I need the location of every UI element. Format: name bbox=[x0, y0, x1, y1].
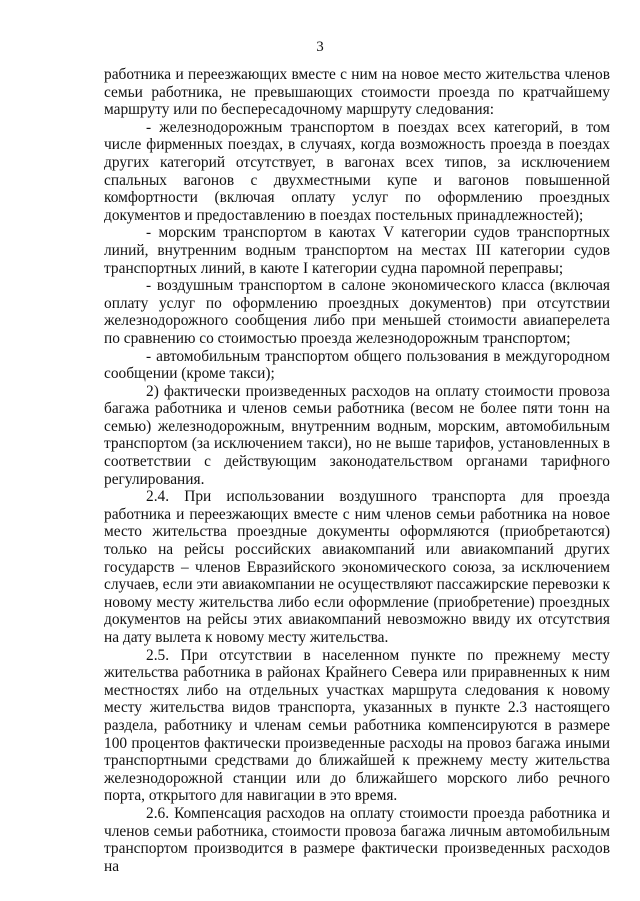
document-body bbox=[104, 66, 610, 875]
paragraph-baggage: 2) фактически произведенных расходов на оплату стоимости провоза багажа работника и членов семьи работника (весом не более пяти тонн на семью) железнодорожным, внутренним водным, морским, автомобильным транспортом (за исключением такси), но не выше тарифов, установленных в соответствии с действующим законодательством органами тарифного регулирования. bbox=[104, 382, 610, 488]
paragraph-2-6: 2.6. Компенсация расходов на оплату стоимости проезда работника и членов семьи работника, стоимости провоза багажа личным автомобильным транспортом производится в размере фактически произведенных расходов на bbox=[104, 804, 610, 875]
paragraph-air-transport: - воздушным транспортом в салоне экономического класса (включая оплату услуг по оформлению проездных документов) при отсутствии железнодорожного сообщения либо при меньшей стоимости авиаперелета по сравнению со стоимостью проезда железнодорожным транспортом; bbox=[104, 277, 610, 347]
paragraph-rail-transport: - железнодорожным транспортом в поездах всех категорий, в том числе фирменных поездах, в случаях, когда возможность проезда в поездах других категорий отсутствует, в вагонах всех типов, за исключением спальных вагонов с двухместными купе и вагонов повышенной комфортности (включая оплату услуг по оформлению проездных документов и предоставлению в поездах постельных принадлежностей); bbox=[104, 118, 610, 224]
paragraph-sea-transport: - морским транспортом в каютах V категории судов транспортных линий, внутренним водным транспортом на местах III категории судов транспортных линий, в каюте I категории судна паромной переправы; bbox=[104, 224, 610, 277]
paragraph-2-5: 2.5. При отсутствии в населенном пункте по прежнему месту жительства работника в районах Крайнего Севера или приравненных к ним местностях либо на отдельных участках маршрута следования к новому месту жительства видов транспорта, указанных в пункте 2.3 настоящего раздела, работнику и членам семьи работника компенсируются в размере 100 процентов фактически произведенные расходы на провоз багажа иными транспортными средствами до ближайшей к прежнему месту жительства железнодорожной станции или до ближайшего морского либо речного порта, открытого для навигации в это время. bbox=[104, 646, 610, 805]
page-number: 3 bbox=[316, 39, 324, 55]
paragraph-2-4: 2.4. При использовании воздушного транспорта для проезда работника и переезжающих вместе с ним членов семьи работника на новое место жительства проездные документы оформляются (приобретаются) только на рейсы российских авиакомпаний или авиакомпаний других государств – членов Евразийского экономического союза, за исключением случаев, если эти авиакомпании не осуществляют пассажирские перевозки к новому месту жительства либо если оформление (приобретение) проездных документов на рейсы этих авиакомпаний невозможно ввиду их отсутствия на дату вылета к новому месту жительства. bbox=[104, 488, 610, 646]
paragraph-continuation: работника и переезжающих вместе с ним на новое место жительства членов семьи работника, не превышающих стоимости проезда по кратчайшему маршруту или по беспересадочному маршруту следования: bbox=[104, 66, 610, 119]
paragraph-road-transport: - автомобильным транспортом общего пользования в междугородном сообщении (кроме такси); bbox=[104, 347, 610, 383]
